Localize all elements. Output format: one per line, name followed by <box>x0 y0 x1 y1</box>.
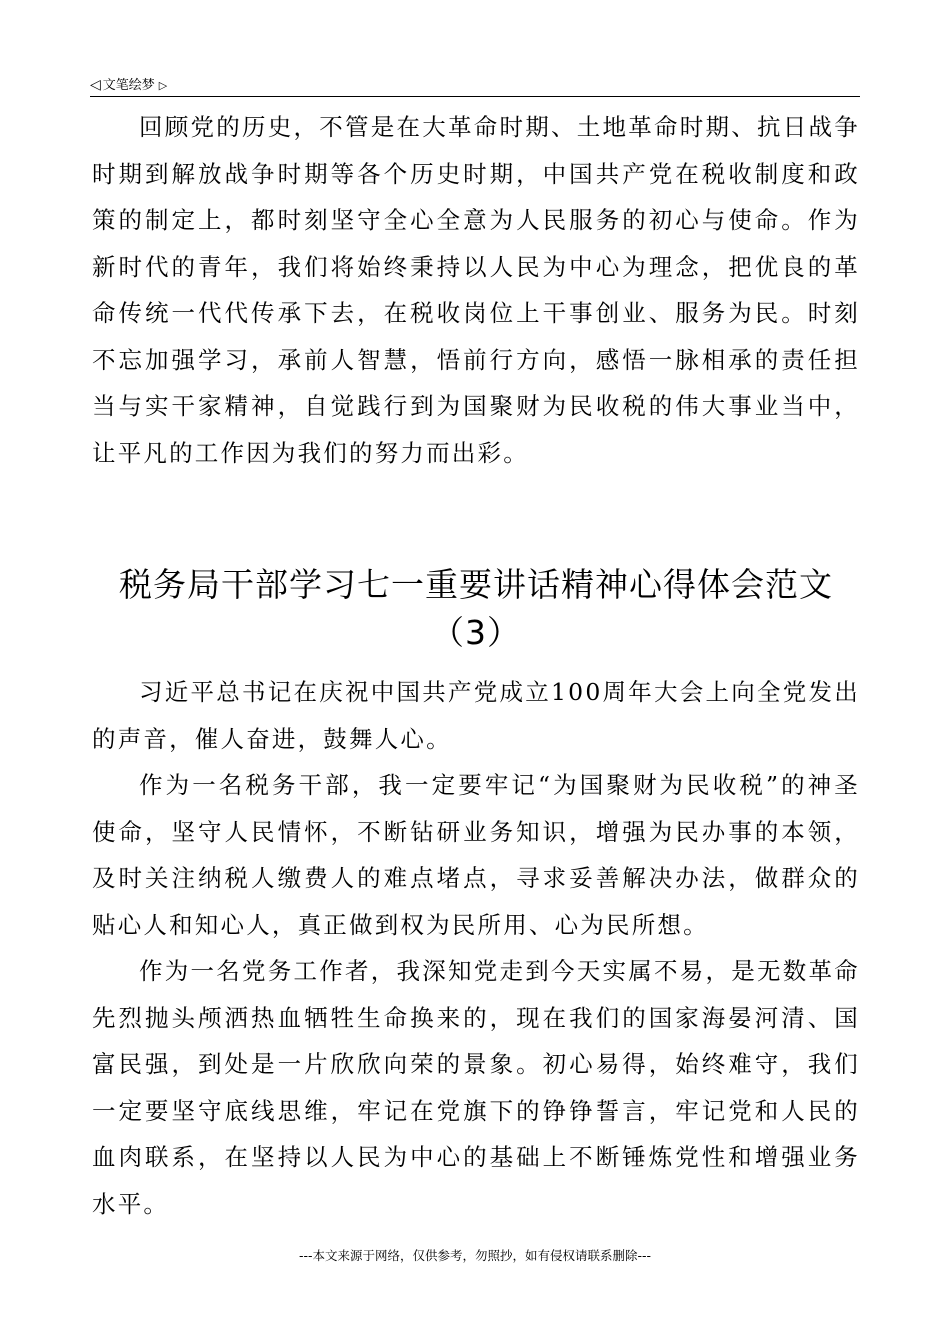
paragraph: 作为一名税务干部，我一定要牢记“为国聚财为民收税”的神圣使命，坚守人民情怀，不断钻研业务知识，增强为民办事的本领，及时关注纳税人缴费人的难点堵点，寻求妥善解决办法，做群众的贴心人和知心人，真正做到权为民所用、心为民所想。 <box>92 771 860 939</box>
document-body <box>92 104 860 1227</box>
section-title-line2: （3） <box>431 613 521 652</box>
paragraph: 习近平总书记在庆祝中国共产党成立100周年大会上向全党发出的声音，催人奋进，鼓舞人心。 <box>92 678 860 753</box>
page-header <box>90 74 860 97</box>
section-title <box>92 561 860 657</box>
left-triangle-icon: ◁ <box>90 77 101 93</box>
footer-disclaimer: ---本文来源于网络，仅供参考，勿照抄，如有侵权请联系删除--- <box>298 1248 652 1263</box>
paragraph: 作为一名党务工作者，我深知党走到今天实属不易，是无数革命先烈抛头颅洒热血牺牲生命换来的，现在我们的国家海晏河清、国富民强，到处是一片欣欣向荣的景象。初心易得，始终难守，我们一定要坚守底线思维，牢记在党旗下的铮铮誓言，牢记党和人民的血肉联系，在坚持以人民为中心的基础上不断锤炼党性和增强业务水平。 <box>92 957 860 1218</box>
header-brand: 文笔绘梦 <box>102 78 155 93</box>
section-title-line1: 税务局干部学习七一重要讲话精神心得体会范文 <box>119 565 833 604</box>
paragraph: 回顾党的历史，不管是在大革命时期、土地革命时期、抗日战争时期到解放战争时期等各个历史时期，中国共产党在税收制度和政策的制定上，都时刻坚守全心全意为人民服务的初心与使命。作为新时代的青年，我们将始终秉持以人民为中心为理念，把优良的革命传统一代代传承下去，在税收岗位上干事创业、服务为民。时刻不忘加强学习，承前人智慧，悟前行方向，感悟一脉相承的责任担当与实干家精神，自觉践行到为国聚财为民收税的伟大事业当中，让平凡的工作因为我们的努力而出彩。 <box>92 113 860 467</box>
right-triangle-icon: ▷ <box>158 79 168 92</box>
